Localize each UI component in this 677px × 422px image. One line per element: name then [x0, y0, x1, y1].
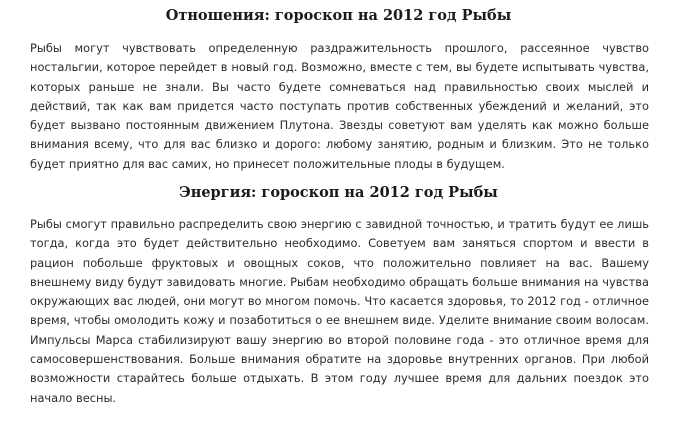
section-heading-energy: Энергия: гороскоп на 2012 год Рыбы [179, 184, 498, 201]
section-heading-relationships: Отношения: гороскоп на 2012 год Рыбы [165, 7, 512, 24]
section-text-relationships: Рыбы могут чувствовать определенную раздражительность прошлого, рассеянное чувство ностальгии, которое перейдет в новый год. Возможно, вместе с тем, вы будете испытывать чувства, которых раньше не знали. Вы часто будете сомневаться над правильностью своих мыслей и действий, так как вам придется часто поступать против собственных убеждений и желаний, это будет вызвано постоянным движением Плутона. Звезды советуют вам уделять как можно больше внимания всему, что для вас близко и дорого: любому занятию, родным и близким. Это не только будет приятно для вас самих, но принесет положительные плоды в будущем. [30, 41, 649, 171]
section-text-energy: Рыбы смогут правильно распределить свою энергию с завидной точностью, и тратить будут ее лишь тогда, когда это будет действительно необходимо. Советуем вам заняться спортом и ввести в рацион побольше фруктовых и овощных соков, что положительно повлияет на вас. Вашему внешнему виду будут завидовать многие. Рыбам необходимо обращать больше внимания на чувства окружающих вас людей, они могут во многом помочь. Что касается здоровья, то 2012 год - отличное время, чтобы омолодить кожу и позаботиться о ее внешнем виде. Уделите внимание своим волосам. Импульсы Марса стабилизируют вашу энергию во второй половине года - это отличное время для самосовершенствования. Больше внимания обратите на здоровье внутренних органов. При любой возможности старайтесь больше отдыхать. В этом году лучшее время для дальних поездок это начало весны. [30, 217, 649, 405]
